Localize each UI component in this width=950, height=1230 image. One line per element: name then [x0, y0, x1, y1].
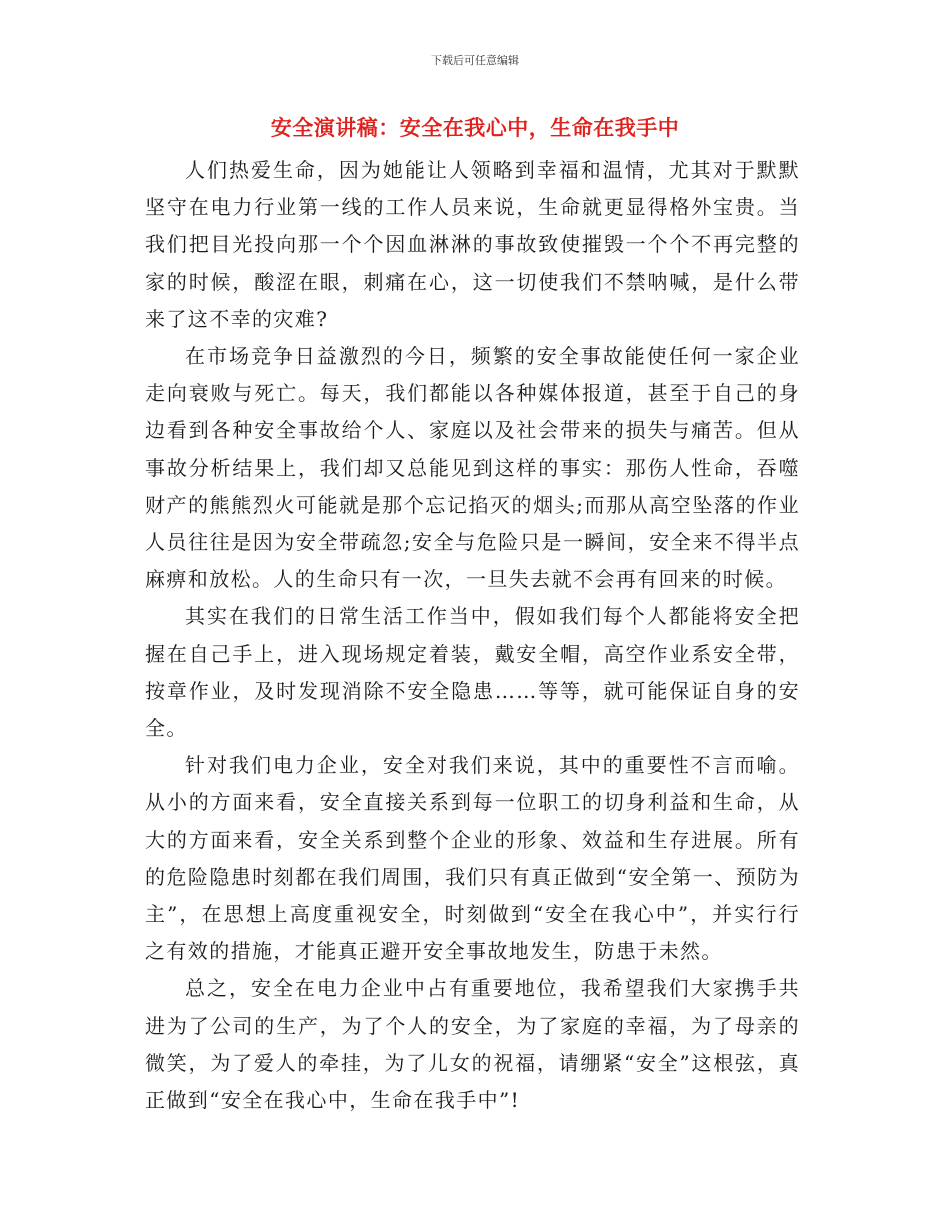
paragraph-2: 在市场竞争日益激烈的今日，频繁的安全事故能使任何一家企业走向衰败与死亡。每天，我们都能以各种媒体报道，甚至于自己的身边看到各种安全事故给个人、家庭以及社会带来的损失与痛苦。但从事故分析结果上，我们却又总能见到这样的事实：那伤人性命，吞噬财产的熊熊烈火可能就是那个忘记掐灭的烟头;而那从高空坠落的作业人员往往是因为安全带疏忽;安全与危险只是一瞬间，安全来不得半点麻痹和放松。人的生命只有一次，一旦失去就不会再有回来的时候。: [145, 344, 800, 592]
header-note: 下载后可任意编辑: [431, 54, 519, 67]
paragraph-1: 人们热爱生命，因为她能让人领略到幸福和温情，尤其对于默默坚守在电力行业第一线的工作人员来说，生命就更显得格外宝贵。当我们把目光投向那一个个因血淋淋的事故致使摧毁一个个不再完整的家的时候，酸涩在眼，刺痛在心，这一切使我们不禁呐喊，是什么带来了这不幸的灾难?: [145, 158, 800, 331]
paragraph-3: 其实在我们的日常生活工作当中，假如我们每个人都能将安全把握在自己手上，进入现场规定着装，戴安全帽，高空作业系安全带，按章作业，及时发现消除不安全隐患……等等，就可能保证自身的安全。: [145, 604, 800, 741]
document-body: [145, 152, 800, 1119]
paragraph-4: 针对我们电力企业，安全对我们来说，其中的重要性不言而喻。从小的方面来看，安全直接关系到每一位职工的切身利益和生命，从大的方面来看，安全关系到整个企业的形象、效益和生存进展。所有的危险隐患时刻都在我们周围，我们只有真正做到“安全第一、预防为主”，在思想上高度重视安全，时刻做到“安全在我心中”，并实行行之有效的措施，才能真正避开安全事故地发生，防患于未然。: [145, 753, 800, 964]
paragraph-5: 总之，安全在电力企业中占有重要地位，我希望我们大家携手共进为了公司的生产，为了个人的安全，为了家庭的幸福，为了母亲的微笑，为了爱人的牵挂，为了儿女的祝福，请绷紧“安全”这根弦，真正做到“安全在我心中，生命在我手中”!: [145, 976, 800, 1113]
document-title: 安全演讲稿：安全在我心中，生命在我手中: [270, 116, 680, 140]
